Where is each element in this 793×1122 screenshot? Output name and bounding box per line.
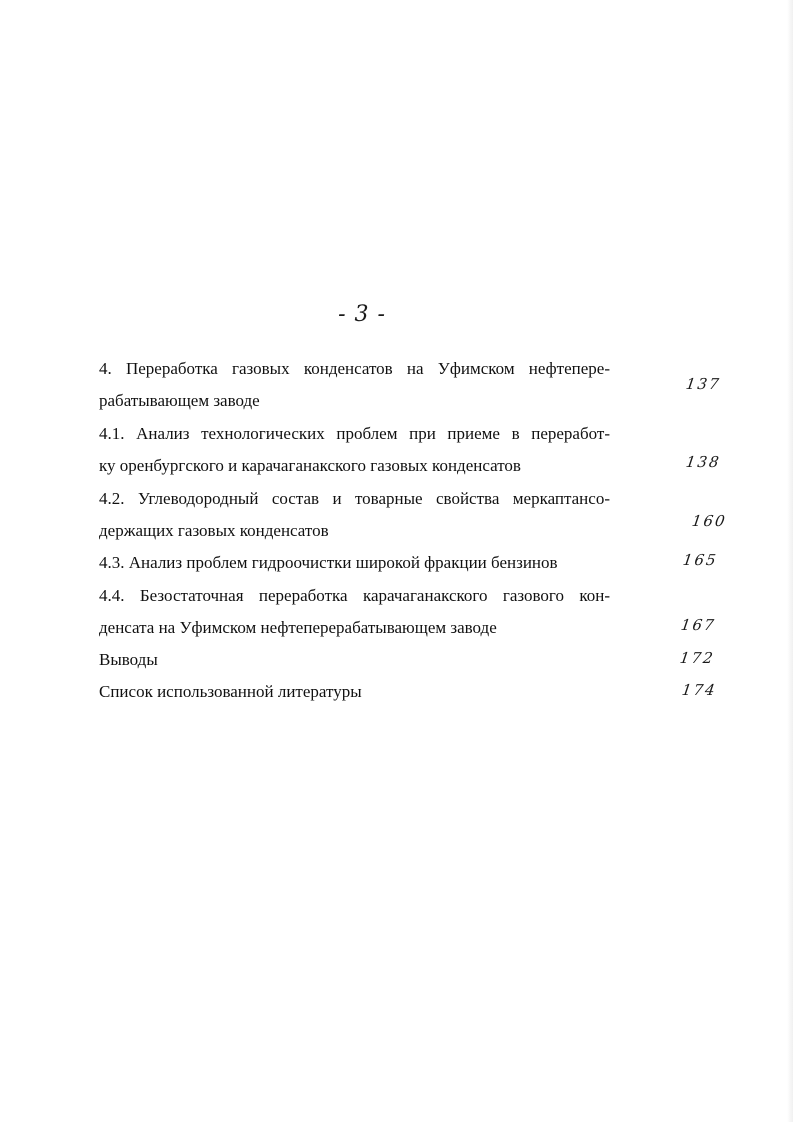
toc-entry-4-1-line-2: ку оренбургского и карачаганакского газовых конденсатов: [99, 456, 521, 475]
scan-edge-shading: [787, 0, 793, 1122]
page-number: - 3 -: [338, 302, 386, 327]
toc-entry-conclusions-page: 172: [678, 649, 716, 667]
toc-entry-4-2-line-2: держащих газовых конденсатов: [99, 521, 329, 540]
toc-entry-4-2-page: 160: [690, 512, 728, 530]
toc-entry-4-1-page: 138: [684, 453, 722, 471]
toc-entry-4-3-page: 165: [681, 551, 719, 569]
toc-entry-4-4-line-1: 4.4. Безостаточная переработка карачаганакского газового кон-: [99, 586, 610, 605]
toc-entry-conclusions: Выводы: [99, 650, 158, 669]
toc-entry-4-3-line-1: 4.3. Анализ проблем гидроочистки широкой фракции бензинов: [99, 553, 558, 572]
toc-entry-4-4-line-2: денсата на Уфимском нефтеперерабатывающем заводе: [99, 618, 497, 637]
toc-entry-references: Список использованной литературы: [99, 682, 362, 701]
toc-entry-4-page: 137: [684, 375, 722, 393]
toc-entry-references-page: 174: [680, 681, 718, 699]
toc-entry-4-line-1: 4. Переработка газовых конденсатов на Уфимском нефтепере-: [99, 359, 610, 378]
toc-entry-4-1-line-1: 4.1. Анализ технологических проблем при приеме в переработ-: [99, 424, 610, 443]
toc-entry-4-line-2: рабатывающем заводе: [99, 391, 260, 410]
toc-entry-4-2-line-1: 4.2. Углеводородный состав и товарные свойства меркаптансо-: [99, 489, 610, 508]
toc-entry-4-4-page: 167: [679, 616, 717, 634]
